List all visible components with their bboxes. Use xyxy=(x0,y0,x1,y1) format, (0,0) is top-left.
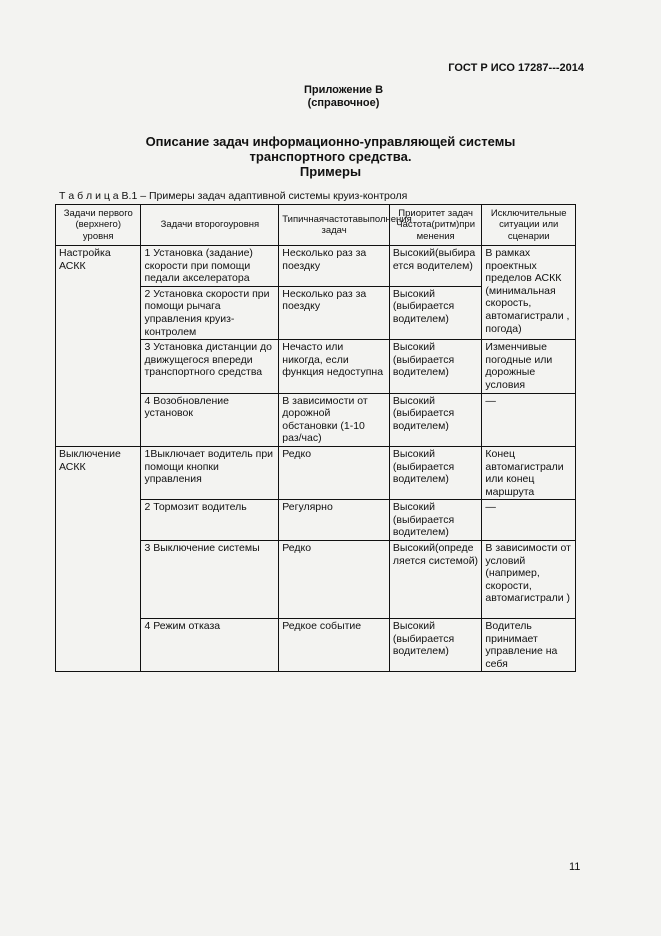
frequency-cell: Несколько раз за поездку xyxy=(279,286,390,339)
annex-subtitle: (справочное) xyxy=(307,97,380,109)
table-row xyxy=(56,446,576,499)
exceptions-cell: — xyxy=(482,500,576,541)
subtask-cell: 1 Установка (задание) скорости при помощи педали акселератора xyxy=(141,246,279,287)
exceptions-cell: В рамках проектных пределов АСКК (минимальная скорость, автомагистрали , погода) xyxy=(482,246,576,340)
top-task-cell: Настройка АСКК xyxy=(56,246,141,447)
subtask-cell: 3 Выключение системы xyxy=(141,541,279,619)
document-title-line1: Описание задач информационно-управляющей системы xyxy=(145,134,516,149)
column-header-subtask: Задачи второгоуровня xyxy=(141,205,279,246)
frequency-cell: В зависимости от дорожной обстановки (1-10 раз/час) xyxy=(279,393,390,446)
frequency-cell: Регулярно xyxy=(279,500,390,541)
subtask-cell: 1Выключает водитель при помощи кнопки управления xyxy=(141,446,279,499)
frequency-cell: Редко xyxy=(279,541,390,619)
priority-cell: Высокий (выбирается водителем) xyxy=(389,500,482,541)
subtask-cell: 4 Возобновление установок xyxy=(141,393,279,446)
subtask-cell: 2 Установка скорости при помощи рычага управления круиз-контролем xyxy=(141,286,279,339)
priority-cell: Высокий (выбирается водителем) xyxy=(389,619,482,672)
frequency-cell: Редкое событие xyxy=(279,619,390,672)
document-title-line3: Примеры xyxy=(299,164,362,179)
exceptions-cell: В зависимости от условий (например, скорости, автомагистрали ) xyxy=(482,541,576,619)
exceptions-cell: — xyxy=(482,393,576,446)
exceptions-cell: Изменчивые погодные или дорожные условия xyxy=(482,340,576,393)
priority-cell: Высокий(опреде ляется системой) xyxy=(389,541,482,619)
column-header-priority: Приоритет задач Частота(ритм)при менения xyxy=(389,205,482,246)
priority-cell: Высокий(выбира ется водителем) xyxy=(389,246,482,287)
subtask-cell: 4 Режим отказа xyxy=(141,619,279,672)
table-row xyxy=(56,246,576,287)
exceptions-cell: Конец автомагистрали или конец маршрута xyxy=(482,446,576,499)
page-number: 11 xyxy=(569,861,581,873)
column-header-top-task: Задачи первого (верхнего) уровня xyxy=(56,205,141,246)
subtask-cell: 3 Установка дистанции до движущегося впереди транспортного средства xyxy=(141,340,279,393)
frequency-cell: Редко xyxy=(279,446,390,499)
document-title xyxy=(0,134,661,179)
frequency-cell: Нечасто или никогда, если функция недоступна xyxy=(279,340,390,393)
top-task-cell: Выключение АСКК xyxy=(56,446,141,672)
priority-cell: Высокий (выбирается водителем) xyxy=(389,286,482,339)
subtask-cell: 2 Тормозит водитель xyxy=(141,500,279,541)
tasks-table xyxy=(55,204,576,672)
column-header-exceptions: Исключительные ситуации или сценарии xyxy=(482,205,576,246)
priority-cell: Высокий (выбирается водителем) xyxy=(389,446,482,499)
table-caption: Т а б л и ц а В.1 – Примеры задач адаптивной системы круиз-контроля xyxy=(59,190,408,202)
exceptions-cell: Водитель принимает управление на себя xyxy=(482,619,576,672)
frequency-cell: Несколько раз за поездку xyxy=(279,246,390,287)
priority-cell: Высокий (выбирается водителем) xyxy=(389,340,482,393)
document-title-line2: транспортного средства. xyxy=(249,149,412,164)
priority-cell: Высокий (выбирается водителем) xyxy=(389,393,482,446)
table-header-row xyxy=(56,205,576,246)
column-header-frequency: Типичнаячастотавыполнения задач xyxy=(279,205,390,246)
annex-heading xyxy=(0,84,661,110)
annex-title: Приложение В xyxy=(303,84,384,96)
standard-number: ГОСТ Р ИСО 17287---2014 xyxy=(448,62,584,74)
